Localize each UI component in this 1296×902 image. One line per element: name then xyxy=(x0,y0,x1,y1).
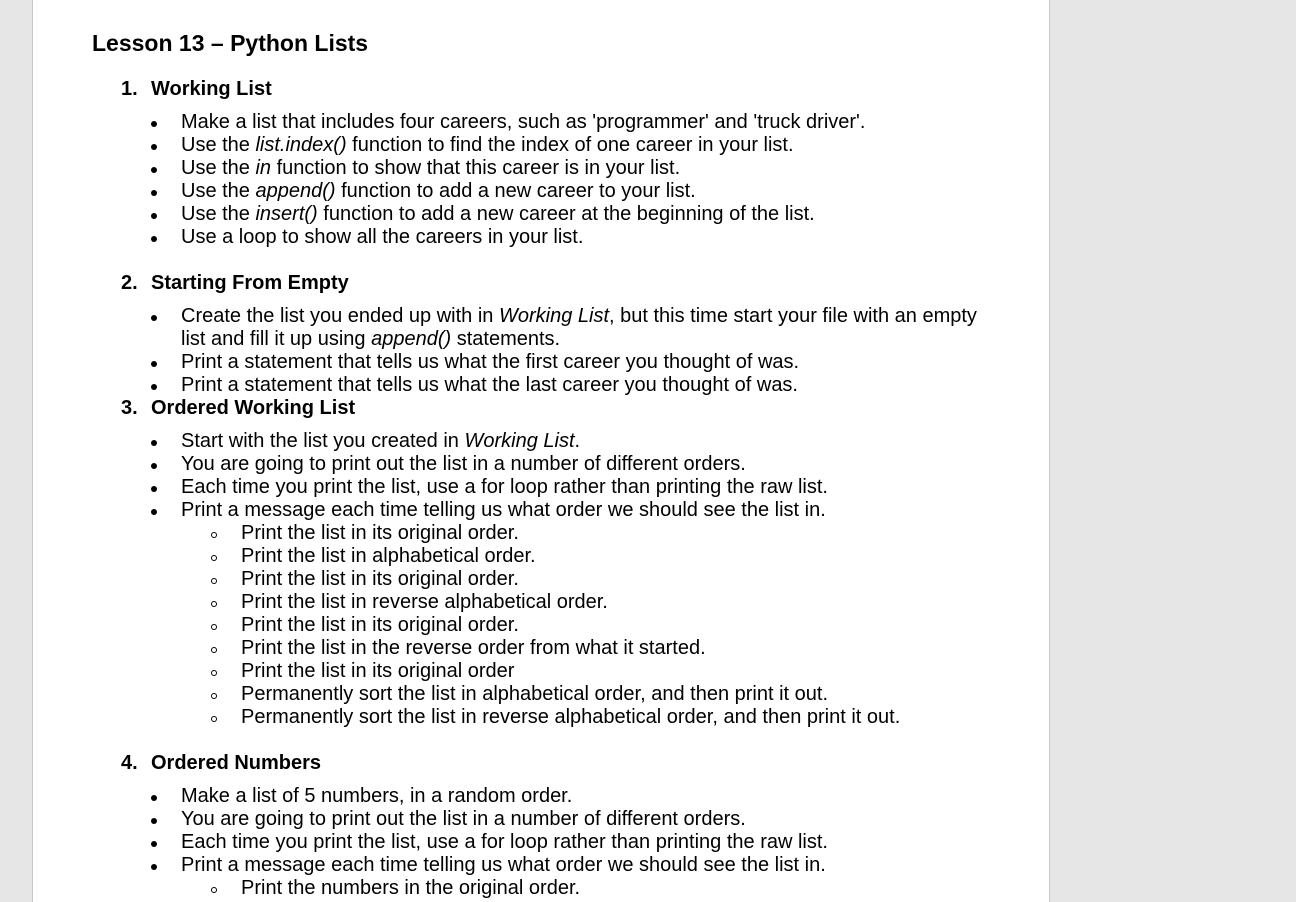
section-heading xyxy=(33,397,1050,420)
sub-bullet-item: Print the list in its original order. xyxy=(181,522,991,545)
bullet-item: Each time you print the list, use a for loop rather than printing the raw list. xyxy=(33,831,1050,854)
bullet-icon xyxy=(151,384,157,390)
sub-bullet-item: Print the numbers in the original order. xyxy=(181,877,991,900)
bullet-item: Print a statement that tells us what the last career you thought of was. xyxy=(33,374,1050,397)
section-title: Starting From Empty xyxy=(151,272,349,294)
sub-bullet-item: Print the list in the reverse order from what it started. xyxy=(181,637,991,660)
section-ordered-working-list xyxy=(33,397,1050,729)
bullet-item: Print a statement that tells us what the first career you thought of was. xyxy=(33,351,1050,374)
bullet-icon xyxy=(151,315,157,321)
bullet-icon xyxy=(151,818,157,824)
bullet-item: Make a list that includes four careers, such as 'programmer' and 'truck driver'. xyxy=(33,111,1050,134)
sub-bullet-item: Print the list in its original order. xyxy=(181,568,991,591)
sub-bullet-item: Print the list in its original order. xyxy=(181,614,991,637)
section-heading xyxy=(33,752,1050,775)
bullet-icon xyxy=(151,167,157,173)
circle-bullet-icon xyxy=(211,624,217,630)
bullet-item: Use the list.index() function to find the index of one career in your list. xyxy=(33,134,1050,157)
bullet-item: Print a message each time telling us what order we should see the list in. Print the list in its original order. Print the list in alphabetical order. Print the list in its original order. Print the list in reverse alphabetical order. Print the list in its original order. Print the list in the reverse order from what it started. Print the list in its original order Permanently sort the list in alphabetical order, and then print it out. Permanently sort the list in reverse alphabetical order, and then print it out. xyxy=(33,499,1050,729)
bullet-item: Print a message each time telling us what order we should see the list in. Print the numbers in the original order. xyxy=(33,854,1050,900)
sub-bullet-item: Print the list in reverse alphabetical order. xyxy=(181,591,991,614)
circle-bullet-icon xyxy=(211,578,217,584)
bullet-icon xyxy=(151,121,157,127)
bullet-icon xyxy=(151,841,157,847)
sub-bullet-item: Print the list in alphabetical order. xyxy=(181,545,991,568)
bullet-icon xyxy=(151,361,157,367)
section-number: 2. xyxy=(121,272,138,294)
document-body xyxy=(33,78,1050,900)
document-page xyxy=(32,0,1050,902)
sub-bullet-item: Print the list in its original order xyxy=(181,660,991,683)
bullet-item: You are going to print out the list in a number of different orders. xyxy=(33,453,1050,476)
circle-bullet-icon xyxy=(211,887,217,893)
section-title: Ordered Working List xyxy=(151,397,356,419)
sub-bullet-item: Permanently sort the list in reverse alphabetical order, and then print it out. xyxy=(181,706,991,729)
section-number: 4. xyxy=(121,752,138,774)
circle-bullet-icon xyxy=(211,670,217,676)
bullet-icon xyxy=(151,236,157,242)
sub-bullet-item: Permanently sort the list in alphabetical order, and then print it out. xyxy=(181,683,991,706)
section-working-list xyxy=(33,78,1050,249)
bullet-item: You are going to print out the list in a number of different orders. xyxy=(33,808,1050,831)
bullet-list xyxy=(33,305,1050,397)
bullet-icon xyxy=(151,864,157,870)
circle-bullet-icon xyxy=(211,601,217,607)
bullet-item: Each time you print the list, use a for loop rather than printing the raw list. xyxy=(33,476,1050,499)
bullet-list xyxy=(33,430,1050,729)
bullet-icon xyxy=(151,440,157,446)
bullet-icon xyxy=(151,509,157,515)
sub-bullet-list xyxy=(181,877,991,900)
bullet-item: Use the append() function to add a new career to your list. xyxy=(33,180,1050,203)
bullet-item: Use a loop to show all the careers in your list. xyxy=(33,226,1050,249)
section-number: 3. xyxy=(121,397,138,419)
bullet-item: Use the insert() function to add a new career at the beginning of the list. xyxy=(33,203,1050,226)
bullet-item: Make a list of 5 numbers, in a random order. xyxy=(33,785,1050,808)
circle-bullet-icon xyxy=(211,555,217,561)
bullet-icon xyxy=(151,144,157,150)
section-ordered-numbers xyxy=(33,752,1050,900)
bullet-item: Create the list you ended up with in Working List, but this time start your file with an empty list and fill it up using append() statements. xyxy=(33,305,1050,351)
bullet-icon xyxy=(151,463,157,469)
section-title: Ordered Numbers xyxy=(151,752,322,774)
bullet-icon xyxy=(151,190,157,196)
bullet-list xyxy=(33,785,1050,900)
circle-bullet-icon xyxy=(211,693,217,699)
section-title: Working List xyxy=(151,78,272,100)
bullet-item: Start with the list you created in Working List. xyxy=(33,430,1050,453)
circle-bullet-icon xyxy=(211,532,217,538)
circle-bullet-icon xyxy=(211,647,217,653)
circle-bullet-icon xyxy=(211,716,217,722)
section-starting-from-empty xyxy=(33,272,1050,397)
section-heading xyxy=(33,78,1050,101)
bullet-icon xyxy=(151,795,157,801)
bullet-list xyxy=(33,111,1050,249)
section-number: 1. xyxy=(121,78,138,100)
bullet-icon xyxy=(151,213,157,219)
document-title: Lesson 13 – Python Lists xyxy=(92,30,369,56)
sub-bullet-list xyxy=(181,522,991,729)
section-heading xyxy=(33,272,1050,295)
bullet-icon xyxy=(151,486,157,492)
bullet-item: Use the in function to show that this career is in your list. xyxy=(33,157,1050,180)
